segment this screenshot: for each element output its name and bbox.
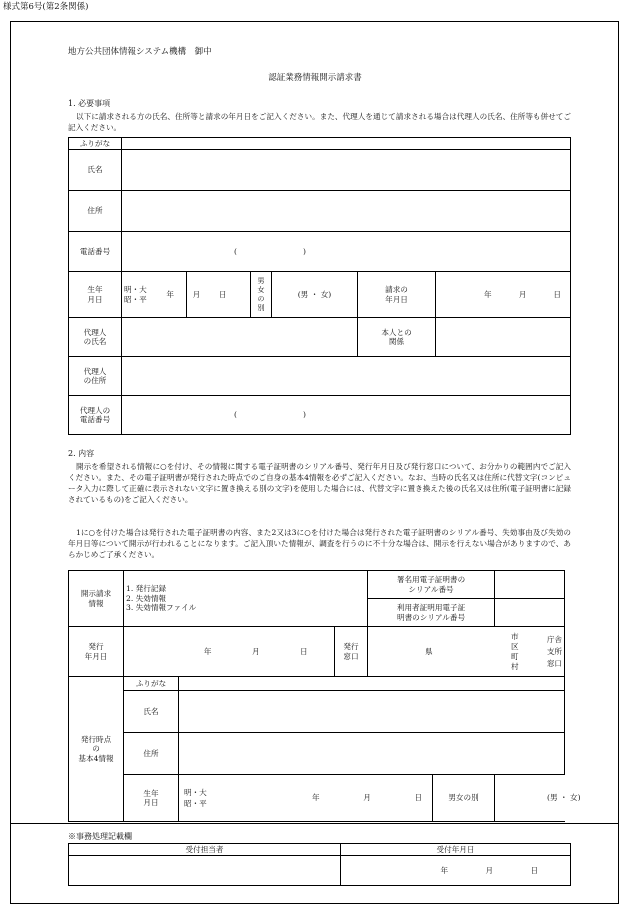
- option-revocation-info[interactable]: 2. 失効情報: [126, 593, 167, 603]
- phone-label: 電話番号: [69, 232, 122, 272]
- birth-date-field[interactable]: 年 月 日: [187, 272, 251, 318]
- basic4-address-field[interactable]: [179, 733, 565, 775]
- requester-table: [68, 137, 571, 435]
- issue-office-field[interactable]: [368, 627, 565, 677]
- city-suffix: 市 区 町 村: [510, 631, 519, 671]
- signature-serial-field[interactable]: [495, 571, 564, 599]
- office-use-table: [68, 843, 571, 886]
- agent-address-field[interactable]: [122, 357, 571, 396]
- address-label: 住所: [69, 191, 122, 232]
- basic4-sex-choice[interactable]: (男 ・ 女): [495, 775, 565, 822]
- agent-address-label: 代理人 の住所: [69, 357, 122, 396]
- receipt-date-label: 受付年月日: [341, 844, 571, 856]
- basic4-furigana-field[interactable]: [179, 677, 565, 691]
- era-choices[interactable]: 明・大 昭・平: [122, 272, 187, 318]
- serial-labels: [368, 571, 495, 627]
- furigana-label: ふりがな: [69, 138, 122, 150]
- serial-fields[interactable]: [495, 571, 565, 627]
- content-table: [68, 570, 581, 822]
- sex-label: 男 女 の 別: [251, 272, 272, 318]
- agent-phone-label: 代理人の 電話番号: [69, 396, 122, 435]
- basic4-birth-field[interactable]: 明・大 昭・平 年 月 日: [179, 775, 433, 822]
- paren-close: ): [303, 246, 306, 256]
- basic4-birth-label: 生年 月日: [124, 775, 179, 822]
- name-label: 氏名: [69, 150, 122, 191]
- issue-date-field[interactable]: 年 月 日: [124, 627, 335, 677]
- section1-heading: 1. 必要事項: [68, 99, 111, 108]
- form-number: 様式第6号(第2条関係): [3, 2, 89, 12]
- disclosure-options[interactable]: [124, 571, 368, 627]
- option-revocation-file[interactable]: 3. 失効情報ファイル: [126, 603, 197, 613]
- disclosure-label: 開示請求 情報: [69, 571, 124, 627]
- basic4-name-field[interactable]: [179, 691, 565, 733]
- office-suffix: 庁舎 支所 窓口: [546, 634, 563, 668]
- name-field[interactable]: [122, 150, 571, 191]
- issue-office-label: 発行 窓口: [335, 627, 368, 677]
- relation-label: 本人との 関係: [358, 318, 436, 357]
- birth-label: 生年 月日: [69, 272, 122, 318]
- addressee: 地方公共団体情報システム機構 御中: [68, 47, 212, 57]
- prefecture-suffix: 県: [425, 646, 433, 656]
- basic4-address-label: 住所: [124, 733, 179, 775]
- auth-serial-field[interactable]: [495, 599, 564, 626]
- option-issue-record[interactable]: 1. 発行記録: [126, 584, 167, 594]
- section2-paragraph-2: 1に○を付けた場合は発行された電子証明書の内容、また2又は3に○を付けた場合は発行された電子証明書のシリアル番号、失効事由及び失効の年月日等について開示が行われることになります。ご記入頂いた情報が、調査を行うのに不十分な場合は、開示を行えない場合がありますので、あらかじめご了承ください。: [68, 528, 571, 559]
- office-use-divider: [10, 823, 619, 824]
- agent-name-field[interactable]: [122, 318, 358, 357]
- receipt-date-field[interactable]: 年 月 日: [341, 856, 571, 886]
- phone-field[interactable]: [122, 232, 571, 272]
- auth-serial-label: 利用者証明用電子証 明書のシリアル番号: [396, 603, 466, 622]
- request-date-label: 請求の 年月日: [358, 272, 436, 318]
- basic4-name-label: 氏名: [124, 691, 179, 733]
- basic4-furigana-label: ふりがな: [124, 677, 179, 691]
- document-title: 認証業務情報開示請求書: [268, 73, 362, 83]
- office-use-heading: ※事務処理記載欄: [68, 832, 132, 841]
- basic4-era-choices[interactable]: 明・大 昭・平: [184, 788, 207, 808]
- agent-name-label: 代理人 の氏名: [69, 318, 122, 357]
- relation-field[interactable]: [436, 318, 571, 357]
- sex-choice[interactable]: (男 ・ 女): [272, 272, 358, 318]
- paren-open: (: [234, 246, 237, 256]
- issue-date-label: 発行 年月日: [69, 627, 124, 677]
- section1-instructions: 以下に請求される方の氏名、住所等と請求の年月日をご記入ください。また、代理人を通じて請求される場合は代理人の氏名、住所等も併せてご記入ください。: [68, 112, 571, 132]
- basic4-label: 発行時点 の 基本4情報: [69, 677, 124, 822]
- basic4-sex-label: 男女の別: [433, 775, 495, 822]
- receiver-label: 受付担当者: [69, 844, 341, 856]
- receiver-field[interactable]: [69, 856, 341, 886]
- request-date-field[interactable]: 年 月 日: [436, 272, 571, 318]
- address-field[interactable]: [122, 191, 571, 232]
- furigana-field[interactable]: [122, 138, 571, 150]
- signature-serial-label: 署名用電子証明書の シリアル番号: [368, 571, 494, 599]
- section2-heading: 2. 内容: [68, 449, 95, 458]
- agent-phone-field[interactable]: ( ): [122, 396, 571, 435]
- section2-paragraph-1: 開示を希望される情報に○を付け、その情報に関する電子証明書のシリアル番号、発行年月日及び発行窓口について、お分かりの範囲内でご記入ください。また、その電子証明書が発行された時点でのご自身の基本4情報を必ずご記入ください。なお、当時の氏名又は住所に代替文字(コンピュータ入力に際して正確に表示されない文字に置き換える別の文字)を使用した場合には、代替文字に置き換えた後の氏名又は住所(電子証明書に記録されているもの)をご記入ください。: [68, 462, 571, 504]
